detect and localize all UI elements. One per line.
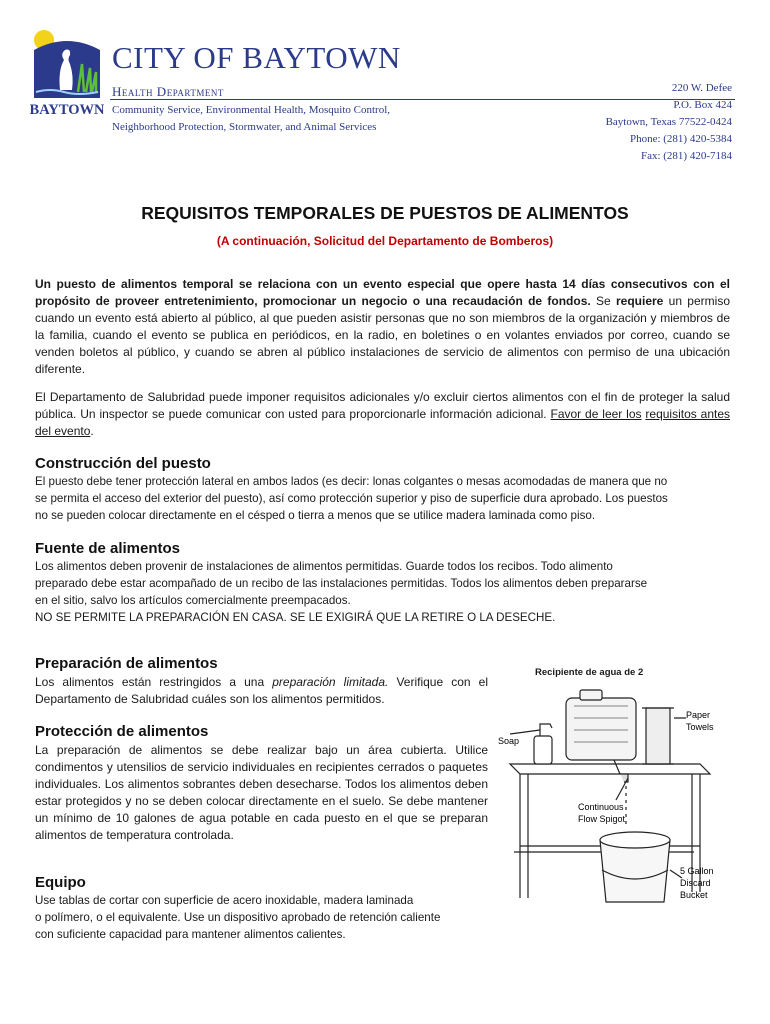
label-bucket: Bucket: [680, 890, 708, 900]
section-body-proteccion: La preparación de alimentos se debe realizar bajo un área cubierta. Utilice condimentos y utensilios de servicio individuales en recipientes cerrados o paquetes individuales. Los alimentos sobrantes deben desecharse. Todos los alimentos deben estar protegidos y no se deben colocar directamente en el suelo. Se debe mantener un mínimo de 10 galones de agua potable en cada puesto en el que se preparan alimentos de temperatura controlada.: [35, 743, 488, 842]
body-text: Verifique con el Departamento de Salubridad cuáles son los alimentos permitidos.: [35, 675, 488, 706]
section-heading-construccion: Construcción del puesto: [35, 455, 211, 472]
department-address: [606, 80, 732, 165]
section-heading-preparacion: Preparación de alimentos: [35, 655, 218, 672]
label-spigot: Flow Spigot: [578, 814, 626, 824]
body-line: con suficiente capacidad para mantener alimentos calientes.: [35, 928, 346, 941]
limited-preparation: preparación limitada.: [272, 675, 389, 689]
page-title: REQUISITOS TEMPORALES DE PUESTOS DE ALIMENTOS: [141, 203, 629, 223]
address-phone: Phone: (281) 420-5384: [629, 133, 732, 145]
section-heading-proteccion: Protección de alimentos: [35, 723, 209, 740]
intro-text: un permiso cuando un evento está abierto al público, al que pueden asistir personas que no son miembros de la organización y miembros de la familia, cuando el evento se publica en periódicos, en la radio, en boletines o en volantes enviados por correo, cuando se venden boletos al público, y cuando se abren al público instalaciones de servicio de alimentos con permiso de una ubicación diferente.: [35, 294, 730, 376]
requirements-link[interactable]: Favor de leer los: [550, 407, 642, 421]
label-bucket: 5 Gallon: [680, 866, 714, 876]
body-text: Los alimentos están restringidos a una: [35, 675, 273, 689]
body-line: Use tablas de cortar con superficie de acero inoxidable, madera laminada: [35, 894, 414, 907]
requirements-link[interactable]: requisitos antes del evento: [35, 407, 730, 438]
address-po-box: P.O. Box 424: [673, 99, 732, 111]
section-body-fuente: [35, 558, 730, 626]
section-body-construccion: [35, 473, 730, 524]
water-jug-icon: [566, 698, 636, 760]
label-bucket: Discard: [680, 878, 711, 888]
department-name: Health Department: [112, 84, 224, 99]
section-heading-fuente: Fuente de alimentos: [35, 540, 181, 557]
city-logo: [30, 28, 104, 124]
figure-caption: Recipiente de agua de 2: [535, 667, 644, 678]
intro-paragraph: [35, 276, 730, 378]
body-line: o polímero, o el equivalente. Use un dispositivo aprobado de retención caliente: [35, 911, 441, 924]
intro-required: requiere: [616, 294, 664, 308]
body-line: en el sitio, salvo los artículos comercialmente preempacados.: [35, 594, 351, 607]
label-paper-towels: Towels: [686, 722, 714, 732]
department-services: [112, 102, 452, 136]
body-line: NO SE PERMITE LA PREPARACIÓN EN CASA. SE LE EXIGIRÁ QUE LA RETIRE O LA DESECHE.: [35, 611, 556, 624]
address-street: 220 W. Defee: [671, 82, 732, 94]
page-subtitle: (A continuación, Solicitud del Departamento de Bomberos): [216, 234, 554, 248]
section-heading-equipo: Equipo: [35, 874, 86, 891]
label-paper-towels: Paper: [686, 710, 711, 720]
section-body-preparacion: [35, 674, 488, 708]
services-line: Community Service, Environmental Health, Mosquito Control,: [112, 104, 391, 116]
body-line: no se pueden colocar directamente en el césped o tierra a menos que se utilice madera laminada como piso.: [35, 509, 596, 522]
body-line: preparado debe estar acompañado de un recibo de las instalaciones permitidas. Todos los alimentos deben prepararse: [35, 577, 648, 590]
para2-text: El Departamento de Salubridad puede imponer requisitos adicionales y/o excluir ciertos alimentos con el fin de proteger la salud pública. Un inspector se puede comunicar con usted para proporcionarle información adicional.: [35, 390, 730, 421]
logo-text: BAYTOWN: [30, 102, 104, 118]
table-top: [510, 764, 710, 774]
paper-towels-icon: [646, 708, 670, 764]
intro-text: Se: [590, 294, 616, 308]
handwash-station-illustration: [496, 678, 728, 918]
label-spigot: Continuous: [578, 802, 624, 812]
services-line: Neighborhood Protection, Stormwater, and Animal Services: [112, 121, 377, 133]
soap-bottle-icon: [534, 736, 552, 764]
discard-bucket-icon: [600, 840, 670, 902]
city-name: CITY OF BAYTOWN: [112, 40, 401, 75]
para2-end: .: [90, 424, 94, 438]
address-fax: Fax: (281) 420-7184: [640, 150, 732, 162]
body-line: Los alimentos deben provenir de instalaciones de alimentos permitidas. Guarde todos los recibos. Todo alimento: [35, 560, 613, 573]
body-line: El puesto debe tener protección lateral en ambos lados (es decir: lonas colgantes o mesas acomodadas de manera que no: [35, 475, 668, 488]
health-dept-paragraph: [35, 389, 730, 440]
body-line: se permita el acceso del exterior del puesto), así como protección superior y piso de superficie dura aprobado. Los puestos: [35, 492, 668, 505]
intro-bold: Un puesto de alimentos temporal se relaciona con un evento especial que opere hasta 14 días consecutivos con el propósito de proveer entretenimiento, promocionar un negocio o una recaudación de fondos.: [35, 277, 730, 308]
address-city: Baytown, Texas 77522-0424: [605, 116, 732, 128]
label-soap: Soap: [498, 736, 520, 746]
